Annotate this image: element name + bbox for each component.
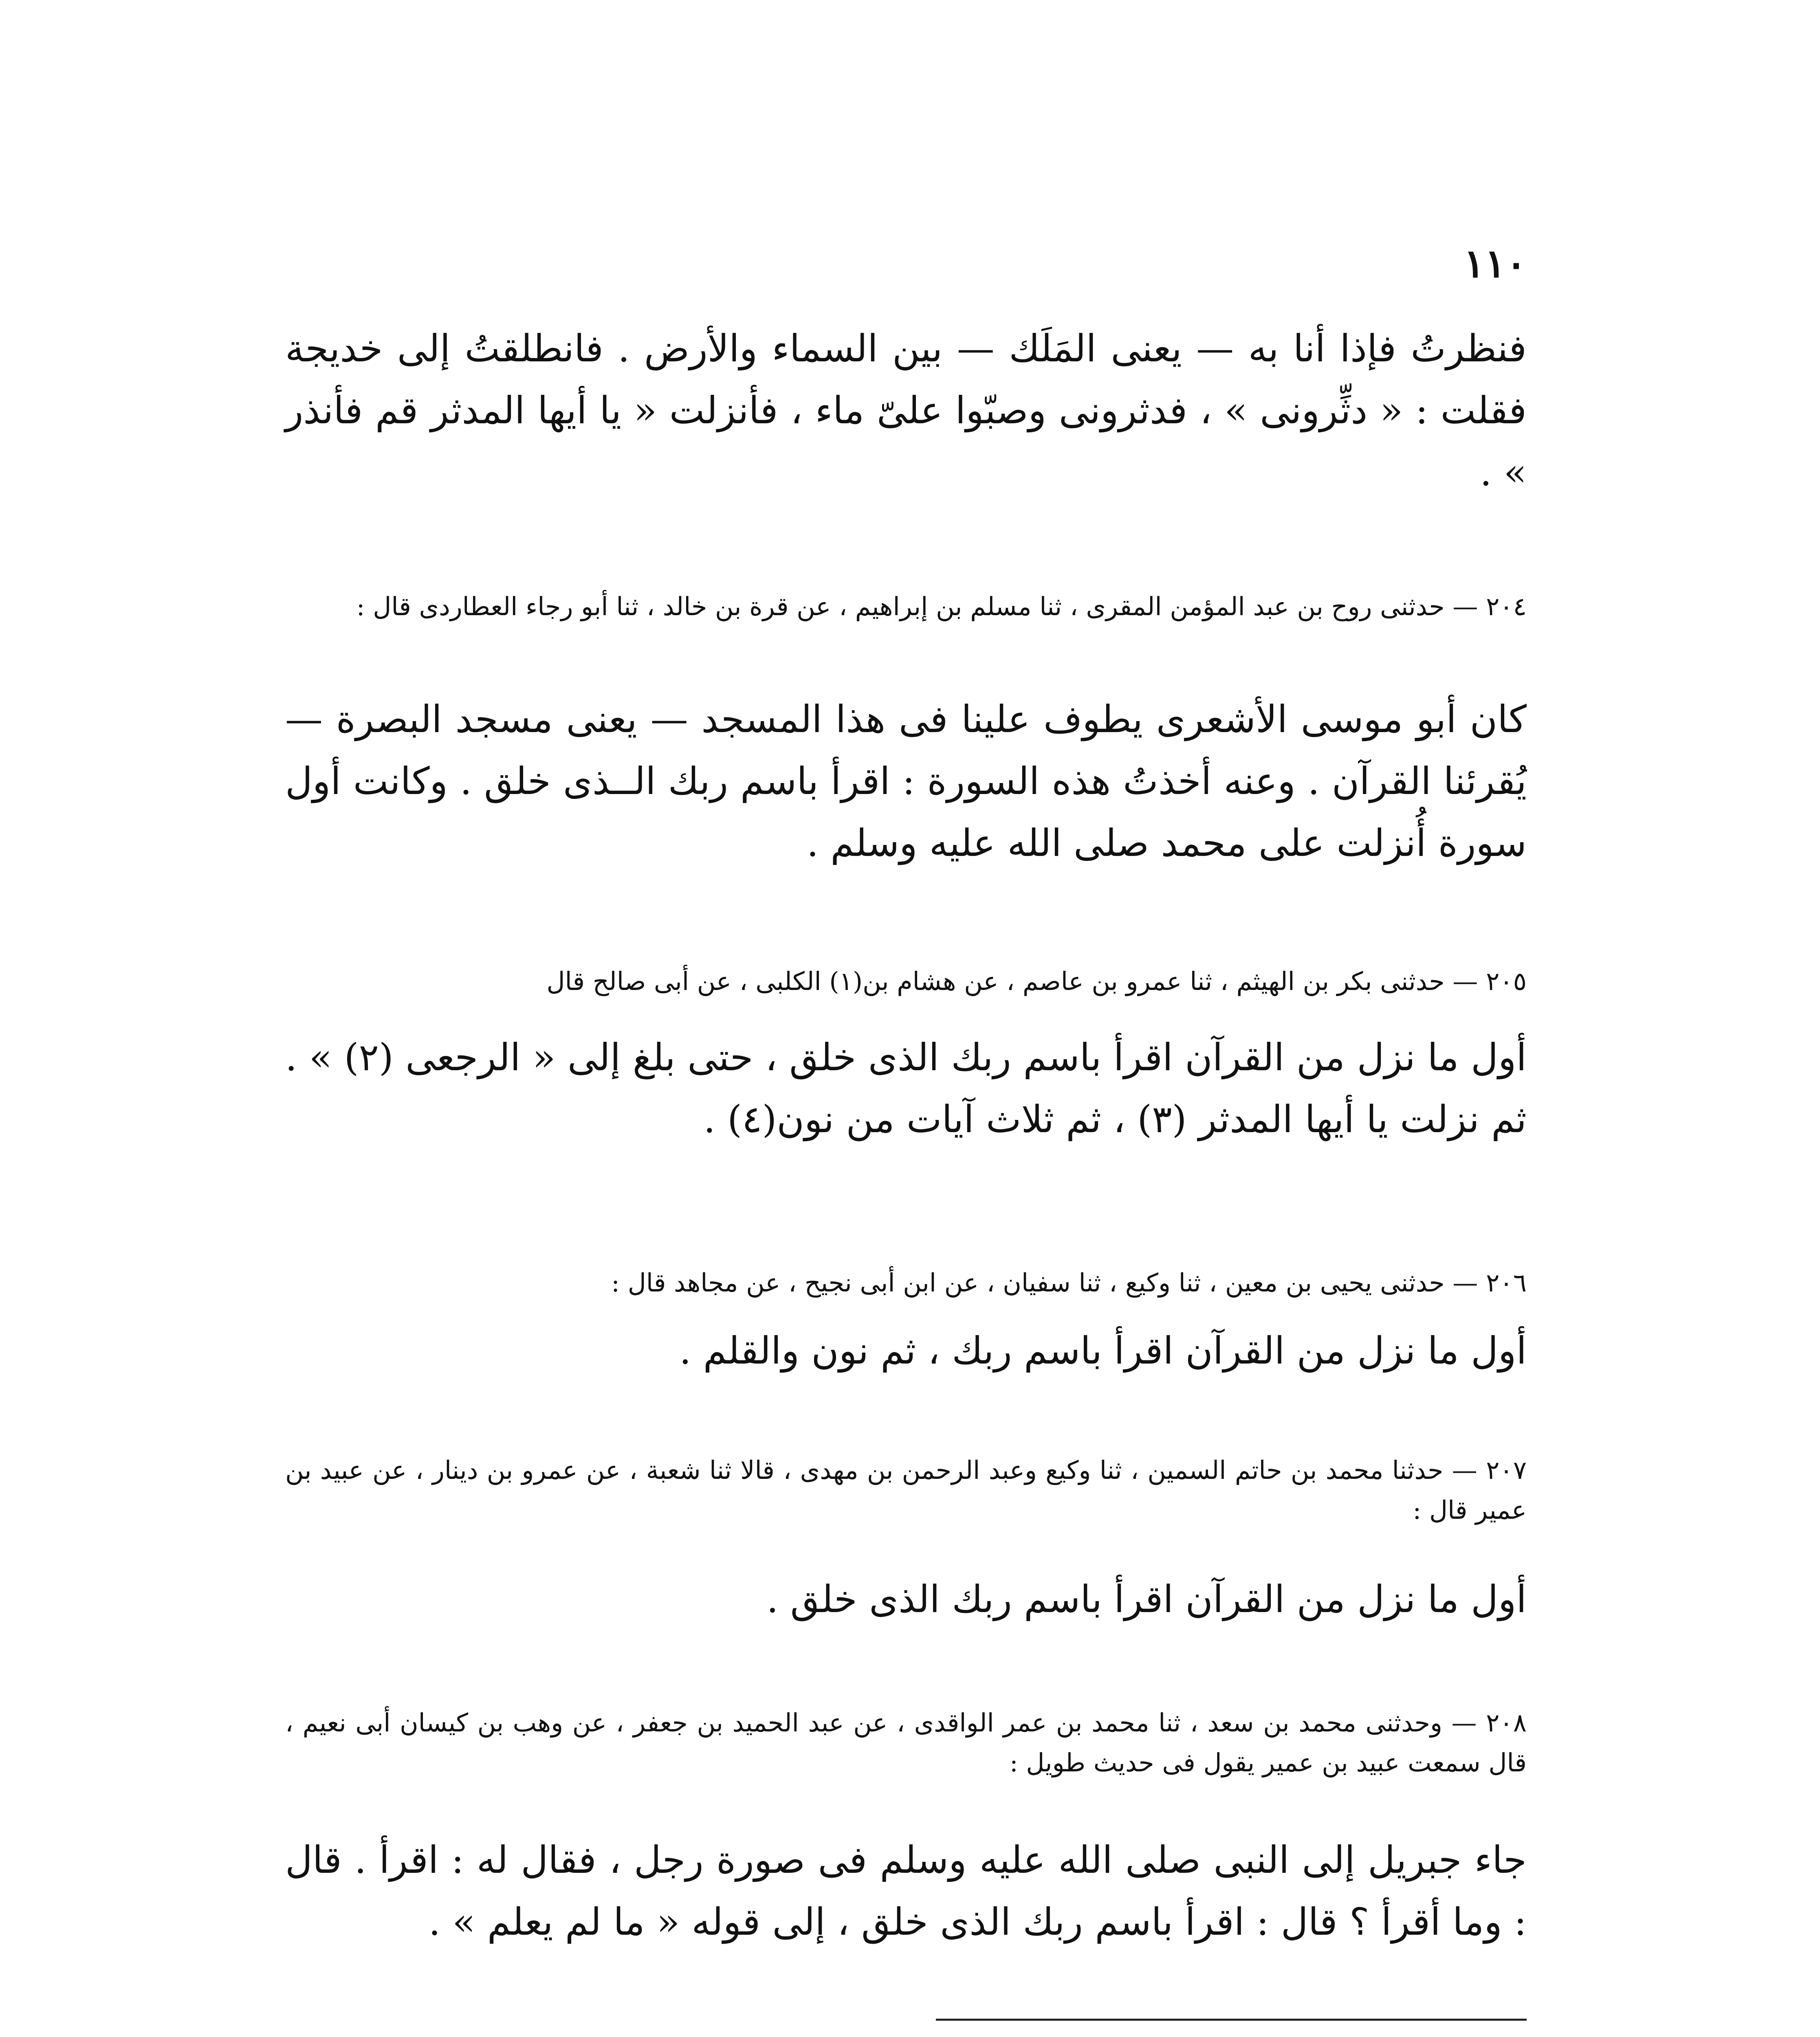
isnad-207: ٢٠٧ — حدثنا محمد بن حاتم السمين ، ثنا وكيع وعبد الرحمن بن مهدى ، قالا ثنا شعبة ، عن عمرو بن دينار ، عن عبيد بن عمير قال : <box>285 1455 1527 1525</box>
isnad-206: ٢٠٦ — حدثنى يحيى بن معين ، ثنا وكيع ، ثنا سفيان ، عن ابن أبى نجيح ، عن مجاهد قال : <box>611 1268 1527 1298</box>
hadith-text-204: كان أبو موسى الأشعرى يطوف علينا فى هذا المسجد — يعنى مسجد البصرة — يُقرئنا القرآن . وعنه أخذتُ هذه السورة : اقرأ باسم ربك الــذى خلق . وكانت أول سورة أُنزلت على محمد صلى الله عليه وسلم . <box>285 697 1527 865</box>
hadith-text-208: جاء جبريل إلى النبى صلى الله عليه وسلم فى صورة رجل ، فقال له : اقرأ . قال : وما أقرأ ؟ قال : اقرأ باسم ربك الذى خلق ، إلى قوله « ما لم يعلم » . <box>285 1838 1527 1944</box>
isnad-205: ٢٠٥ — حدثنى بكر بن الهيثم ، ثنا عمرو بن عاصم ، عن هشام بن(١) الكلبى ، عن أبى صالح قال <box>546 966 1527 996</box>
hadith-text-207: أول ما نزل من القرآن اقرأ باسم ربك الذى خلق . <box>766 1577 1527 1621</box>
page-number: ١١٠ <box>1463 240 1527 286</box>
hadith-text-205: أول ما نزل من القرآن اقرأ باسم ربك الذى خلق ، حتى بلغ إلى « الرجعى (٢) » . ثم نزلت يا أيها المدثر (٣) ، ثم ثلاث آيات من نون(٤) . <box>285 1036 1527 1141</box>
intro-paragraph: فنظرتُ فإذا أنا به — يعنى المَلَك — بين السماء والأرض . فانطلقتُ إلى خديجة فقلت : « دثِّرونى » ، فدثرونى وصبّوا علىّ ماء ، فأنزلت « يا أيها المدثر قم فأنذر » . <box>285 327 1527 494</box>
isnad-204: ٢٠٤ — حدثنى روح بن عبد المؤمن المقرى ، ثنا مسلم بن إبراهيم ، عن قرة بن خالد ، ثنا أبو رجاء العطاردى قال : <box>356 592 1527 621</box>
hadith-text-206: أول ما نزل من القرآن اقرأ باسم ربك ، ثم نون والقلم . <box>679 1329 1527 1373</box>
isnad-208: ٢٠٨ — وحدثنى محمد بن سعد ، ثنا محمد بن عمر الواقدى ، عن عبد الحميد بن جعفر ، عن وهب بن كيسان أبى نعيم ، قال سمعت عبيد بن عمير يقول فى حديث طويل : <box>285 1708 1527 1777</box>
footnote-divider <box>936 2019 1527 2021</box>
